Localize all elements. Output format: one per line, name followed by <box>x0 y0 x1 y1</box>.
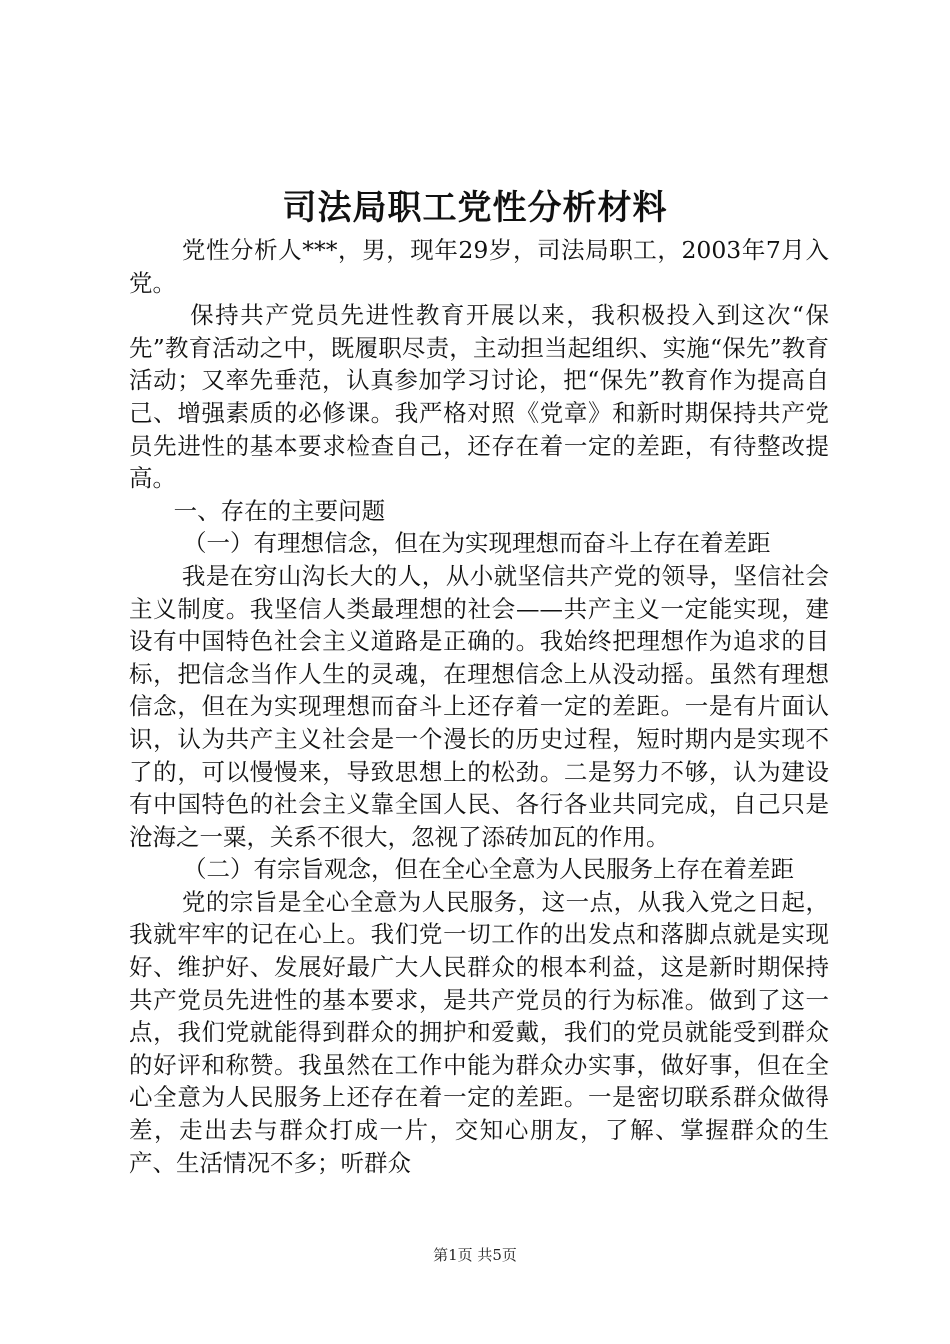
paragraph-overview: 保持共产党员先进性教育开展以来，我积极投入到这次“保先”教育活动之中，既履职尽责，主动担当起组织、实施“保先”教育活动；又率先垂范，认真参加学习讨论，把“保先”教育作为提高自己、增强素质的必修课。我严格对照《党章》和新时期保持共产党员先进性的基本要求检查自己，还存在着一定的差距，有待整改提高。 <box>129 301 829 493</box>
subsection-heading-2: （二）有宗旨观念，但在全心全意为人民服务上存在着差距 <box>183 855 795 884</box>
document-body <box>129 234 829 1179</box>
paragraph-purpose: 党的宗旨是全心全意为人民服务，这一点，从我入党之日起，我就牢牢的记在心上。我们党一切工作的出发点和落脚点就是实现好、维护好、发展好最广大人民群众的根本利益，这是新时期保持共产党员先进性的基本要求，是共产党员的行为标准。做到了这一点，我们党就能得到群众的拥护和爱戴，我们的党员就能受到群众的好评和称赞。我虽然在工作中能为群众办实事，做好事，但在全心全意为人民服务上还存在着一定的差距。一是密切联系群众做得差，走出去与群众打成一片，交知心朋友，了解、掌握群众的生产、生活情况不多；听群众 <box>129 887 829 1177</box>
page-footer: 第1页 共5页 <box>433 1246 517 1264</box>
subsection-heading-1: （一）有理想信念，但在为实现理想而奋斗上存在着差距 <box>183 529 771 558</box>
paragraph-intro: 党性分析人***，男，现年29岁，司法局职工，2003年7月入党。 <box>129 236 829 297</box>
paragraph-ideals: 我是在穷山沟长大的人，从小就坚信共产党的领导，坚信社会主义制度。我坚信人类最理想的社会——共产主义一定能实现，建设有中国特色社会主义道路是正确的。我始终把理想作为追求的目标，把信念当作人生的灵魂，在理想信念上从没动摇。虽然有理想信念，但在为实现理想而奋斗上还存着一定的差距。一是有片面认识，认为共产主义社会是一个漫长的历史过程，短时期内是实现不了的，可以慢慢来，导致思想上的松劲。二是努力不够，认为建设有中国特色的社会主义靠全国人民、各行各业共同完成，自己只是沧海之一粟，关系不很大，忽视了添砖加瓦的作用。 <box>129 561 829 851</box>
section-heading: 一、存在的主要问题 <box>173 496 386 525</box>
document-title: 司法局职工党性分析材料 <box>282 188 668 228</box>
